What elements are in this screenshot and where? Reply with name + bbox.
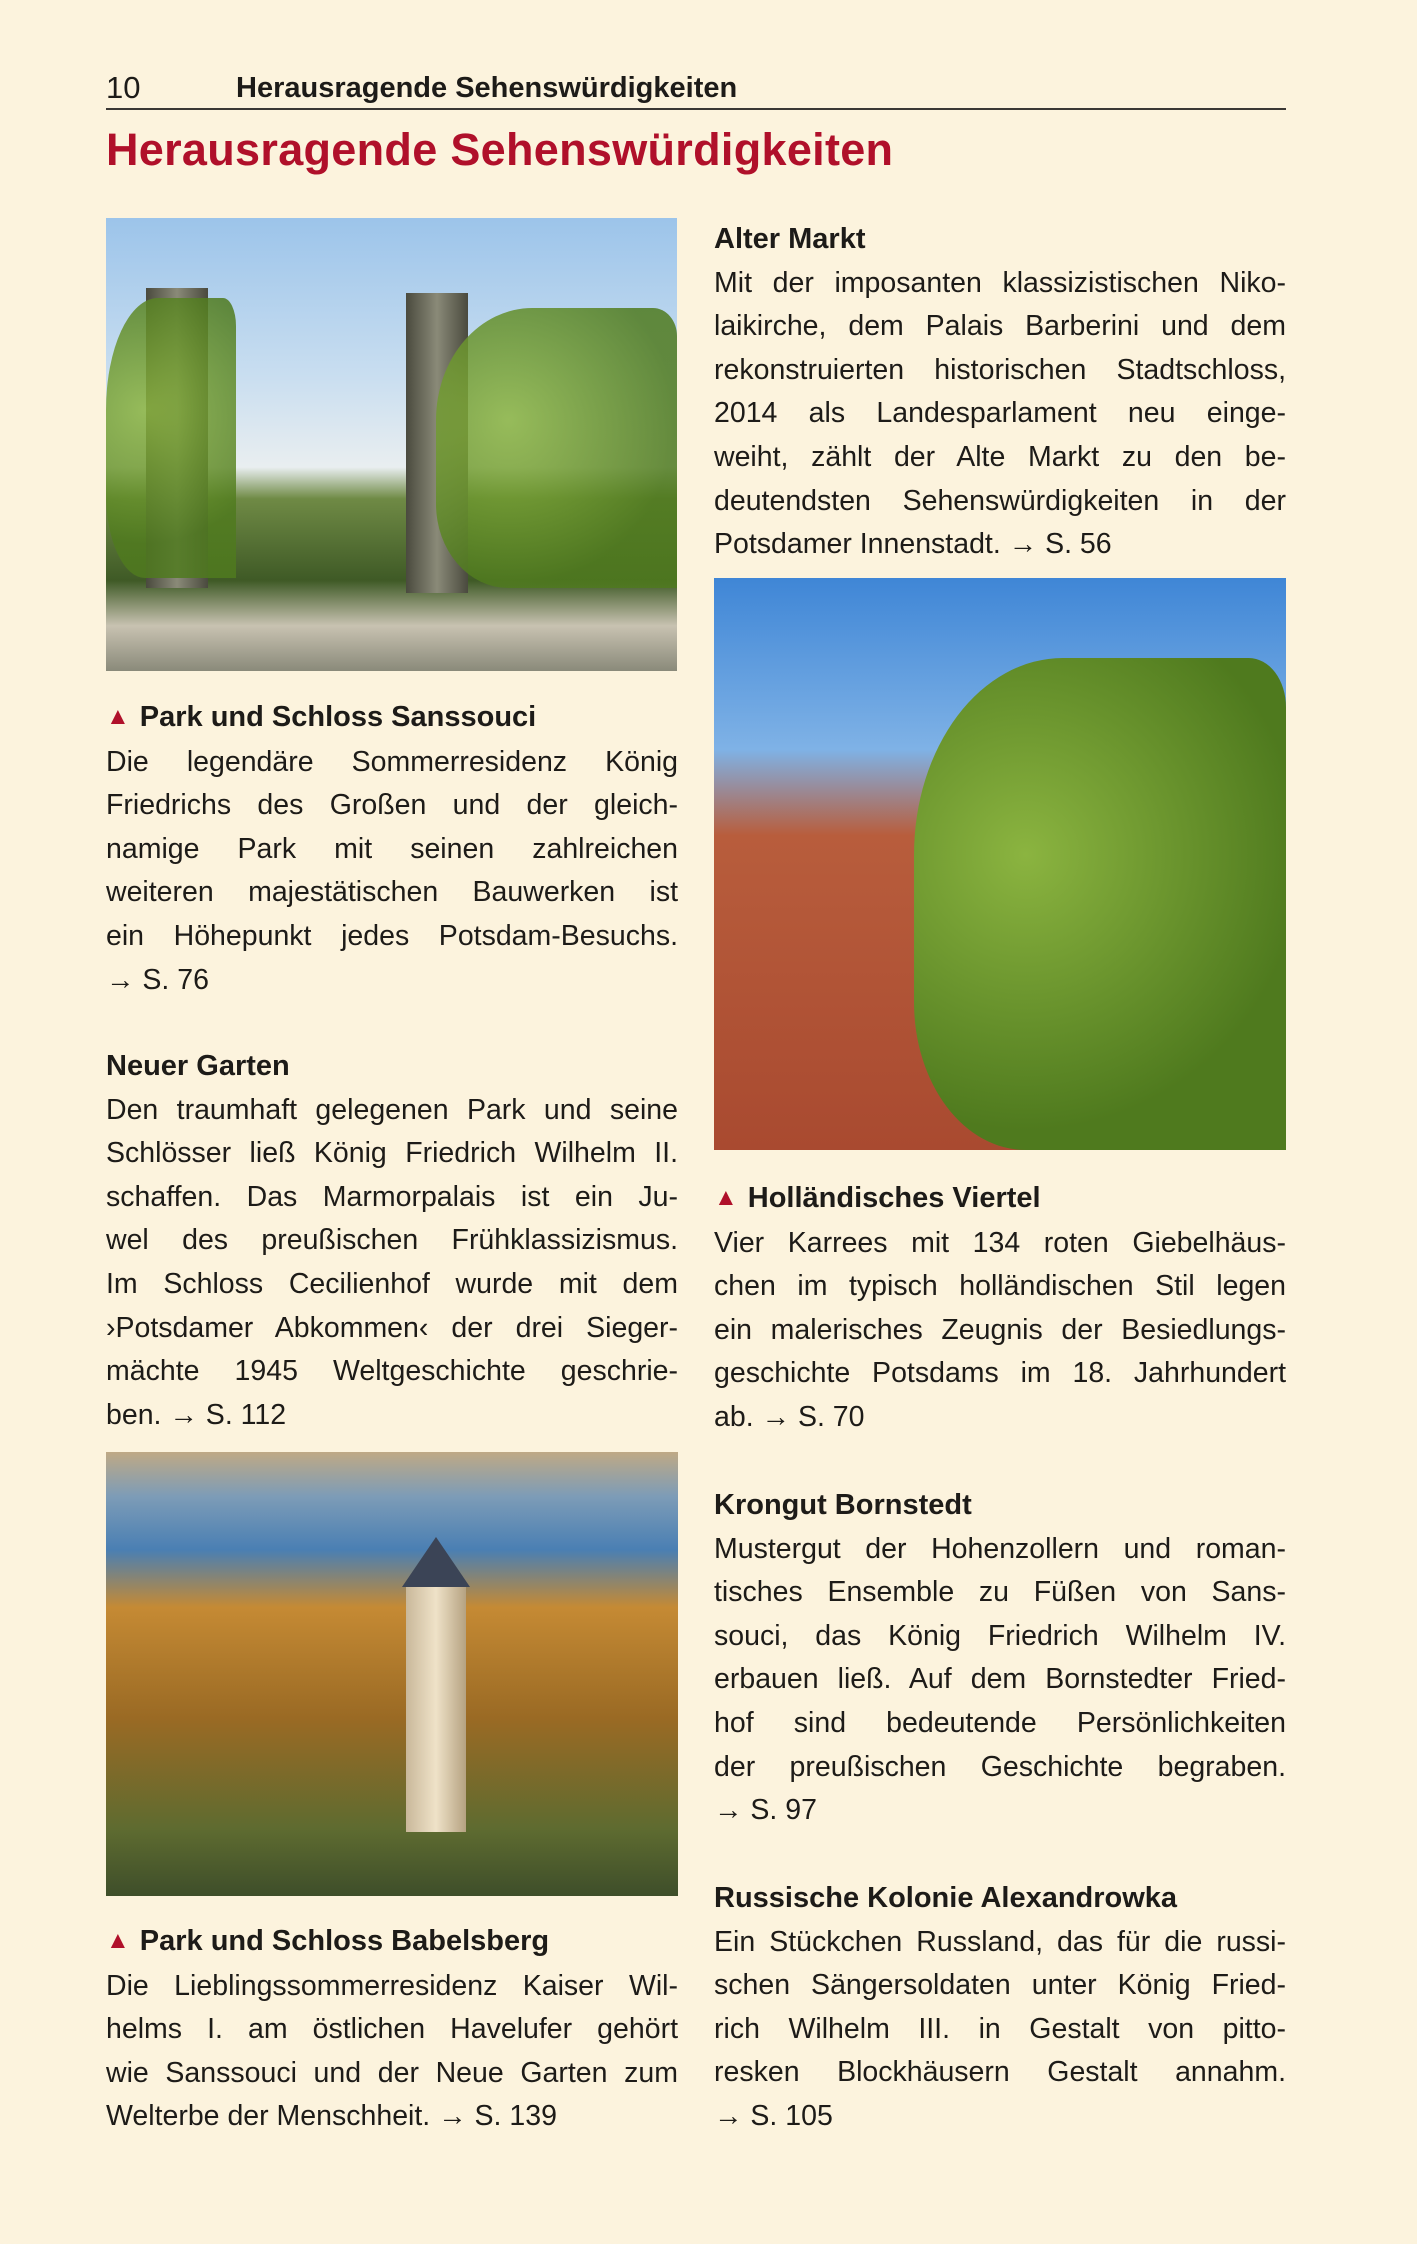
body-text-line: rekonstruierten historischen Stadtschloss, <box>714 353 1286 386</box>
section-sanssouci <box>106 696 678 1002</box>
body-text-line: weiht, zählt der Alte Markt zu den be- <box>714 440 1286 473</box>
body-text-line: namige Park mit seinen zahlreichen <box>106 832 678 865</box>
section-heading-text: Holländisches Viertel <box>747 1182 1041 1214</box>
body-text-line: helms I. am östlichen Havelufer gehört <box>106 2013 678 2046</box>
body-text-line: Friedrichs des Großen und der gleich- <box>106 789 678 822</box>
body-text-line: Ein Stückchen Russland, das für die russi- <box>714 1925 1286 1958</box>
body-text-line: hof sind bedeutende Persönlichkeiten <box>714 1706 1286 1739</box>
body-text-line: der preußischen Geschichte begraben. <box>714 1750 1286 1783</box>
body-text-line: 2014 als Landesparlament neu einge- <box>714 397 1286 430</box>
body-text-line: schen Sängersoldaten unter König Fried- <box>714 1969 1286 2002</box>
body-text-line: ein malerisches Zeugnis der Besiedlungs- <box>714 1313 1286 1346</box>
body-text-line: rich Wilhelm III. in Gestalt von pitto- <box>714 2012 1286 2045</box>
body-text-line: Vier Karrees mit 134 roten Giebelhäus- <box>714 1226 1286 1259</box>
body-text-line: → S. 105 <box>714 2099 833 2132</box>
photo-sanssouci-gate <box>106 218 677 671</box>
section-heading <box>106 1045 678 1089</box>
body-text-line: chen im typisch holländischen Stil legen <box>714 1270 1286 1303</box>
body-text-line: Die Lieblingssommerresidenz Kaiser Wil- <box>106 1969 678 2002</box>
body-text-line: deutendsten Sehenswürdigkeiten in der <box>714 484 1286 517</box>
section-heading-text: Russische Kolonie Alexandrowka <box>714 1882 1178 1914</box>
photo-hollaendisches-viertel <box>714 578 1286 1150</box>
section-heading <box>714 218 1286 262</box>
body-text-line: resken Blockhäusern Gestalt annahm. <box>714 2056 1286 2089</box>
tower-roof <box>402 1537 470 1587</box>
body-text-line: schaffen. Das Marmorpalais ist ein Ju- <box>106 1180 678 1213</box>
body-text-line: Mit der imposanten klassizistischen Niko- <box>714 266 1286 299</box>
section-krongut-bornstedt <box>714 1484 1286 1833</box>
body-text-line: erbauen ließ. Auf dem Bornstedter Fried- <box>714 1663 1286 1696</box>
body-text-line: → S. 76 <box>106 963 209 996</box>
body-text-line: mächte 1945 Weltgeschichte geschrie- <box>106 1355 678 1388</box>
page-title: Herausragende Sehenswürdigkeiten <box>106 124 894 175</box>
body-text-line: geschichte Potsdams im 18. Jahrhundert <box>714 1357 1286 1390</box>
section-heading-text: Krongut Bornstedt <box>714 1489 972 1521</box>
section-heading-text: Alter Markt <box>714 223 866 255</box>
ivy-facade <box>914 658 1286 1150</box>
section-heading-text: Park und Schloss Sanssouci <box>139 701 537 733</box>
section-hollaendisches-viertel <box>714 1177 1286 1440</box>
body-text-line: Die legendäre Sommerresidenz König <box>106 745 678 778</box>
section-heading <box>106 696 678 741</box>
section-alexandrowka <box>714 1877 1286 2139</box>
body-text-line: laikirche, dem Palais Barberini und dem <box>714 310 1286 343</box>
body-text-line: ben. → S. 112 <box>106 1398 287 1431</box>
running-header <box>106 68 1286 110</box>
section-alter-markt <box>714 218 1286 567</box>
running-title: Herausragende Sehenswürdigkeiten <box>236 72 738 104</box>
section-heading <box>714 1877 1286 1921</box>
body-text-line: Mustergut der Hohenzollern und roman- <box>714 1532 1286 1565</box>
body-text-line: wie Sanssouci und der Neue Garten zum <box>106 2056 678 2089</box>
body-text-line: ab. → S. 70 <box>714 1400 865 1433</box>
section-heading <box>106 1920 678 1965</box>
trees <box>436 308 677 588</box>
body-text-line: Den traumhaft gelegenen Park und seine <box>106 1093 678 1126</box>
body-text-line: souci, das König Friedrich Wilhelm IV. <box>714 1619 1286 1652</box>
body-text-line: Schlösser ließ König Friedrich Wilhelm II. <box>106 1137 678 1170</box>
page-number: 10 <box>106 70 141 105</box>
tower <box>406 1582 466 1832</box>
body-text-line: Potsdamer Innenstadt. → S. 56 <box>714 528 1112 561</box>
body-text-line: ›Potsdamer Abkommen‹ der drei Sieger- <box>106 1311 678 1344</box>
body-text-line: Im Schloss Cecilienhof wurde mit dem <box>106 1267 678 1300</box>
body-text-line: weiteren majestätischen Bauwerken ist <box>106 876 678 909</box>
highlight-triangle-icon: ▲ <box>106 1927 130 1954</box>
highlight-triangle-icon: ▲ <box>106 703 130 730</box>
section-heading-text: Park und Schloss Babelsberg <box>139 1925 550 1957</box>
section-heading-text: Neuer Garten <box>106 1050 290 1082</box>
body-text-line: wel des preußischen Frühklassizismus. <box>106 1224 678 1257</box>
section-neuer-garten <box>106 1045 678 1437</box>
body-text-line: ein Höhepunkt jedes Potsdam-Besuchs. <box>106 919 678 952</box>
photo-flatowturm-babelsberg <box>106 1452 678 1896</box>
section-heading <box>714 1484 1286 1528</box>
trees <box>106 298 236 578</box>
body-text-line: Welterbe der Menschheit. → S. 139 <box>106 2100 557 2133</box>
highlight-triangle-icon: ▲ <box>714 1184 738 1211</box>
body-text-line: tisches Ensemble zu Füßen von Sans- <box>714 1576 1286 1609</box>
body-text-line: → S. 97 <box>714 1794 817 1827</box>
section-babelsberg <box>106 1920 678 2139</box>
section-heading <box>714 1177 1286 1222</box>
